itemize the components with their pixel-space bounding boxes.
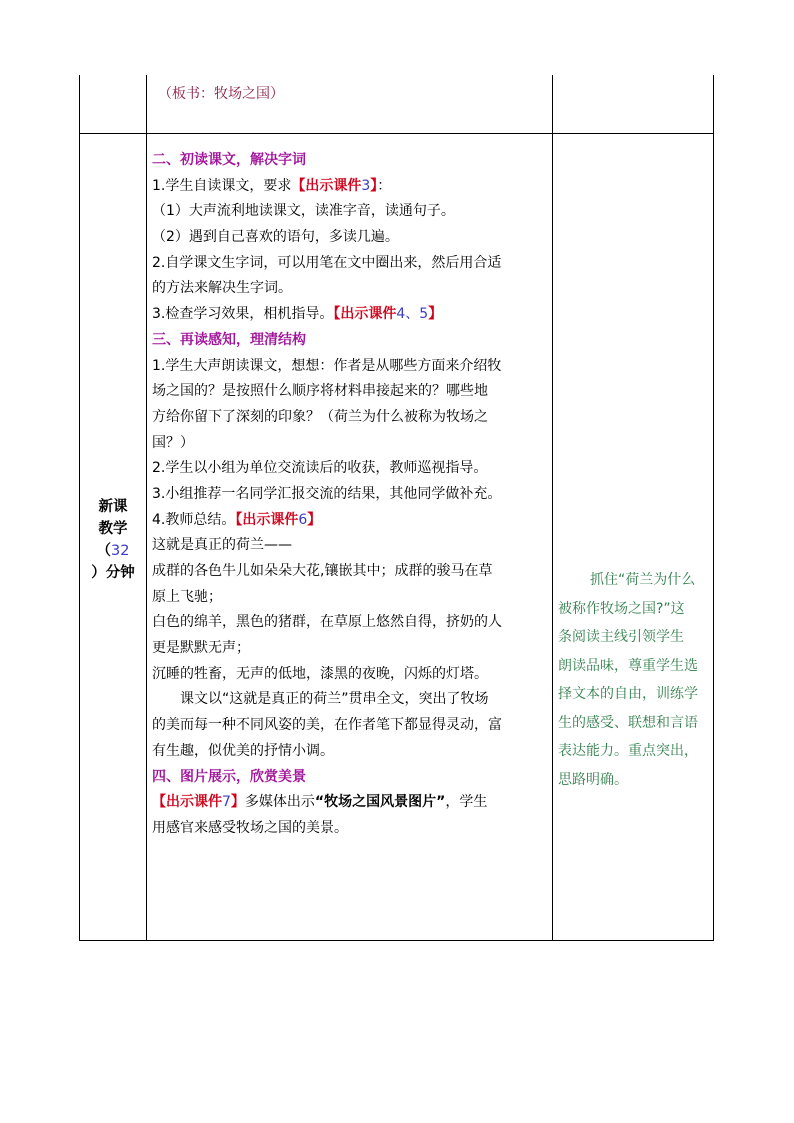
courseware-tag-end: 】 <box>428 306 443 323</box>
note-line: 择文本的自由，训练学 <box>558 686 698 702</box>
note-line: 表达能力。重点突出， <box>558 743 698 759</box>
section-2-title: 二、初读课文，解决字词 <box>152 152 306 168</box>
note-line: 抓住“荷兰为什么 <box>590 572 696 588</box>
content-line: 场之国的？是按照什么顺序将材料串接起来的？哪些地 <box>152 383 488 400</box>
content-line: 更是默默无声； <box>152 640 250 657</box>
courseware-tag: 【出示课件 <box>235 511 299 528</box>
content-line: 成群的各色牛儿如朵朵大花,镶嵌其中；成群的骏马在草 <box>152 563 493 579</box>
courseware-tag: 【出示课件 <box>291 177 362 194</box>
table-row-divider <box>79 133 714 134</box>
content-line: （1）大声流利地读课文，读准字音，读通句子。 <box>152 203 455 220</box>
content-line: 用感官来感受牧场之国的美景。 <box>152 819 348 836</box>
content-line: 原上飞驰； <box>152 588 222 605</box>
note-line: 生的感受、联想和言语 <box>558 714 698 731</box>
content-line: 有生趣，似优美的抒情小调。 <box>152 742 334 759</box>
content-line: 的方法来解决生字词。 <box>152 280 292 297</box>
content-line: 这就是真正的荷兰—— <box>152 537 292 554</box>
stage-label-line1: 新课 <box>98 499 128 515</box>
text-run: 3.检查学习效果，相机指导。 <box>152 306 334 323</box>
content-line: 1.学生大声朗读课文，想想：作者是从哪些方面来介绍牧 <box>152 357 502 374</box>
content-line: 方给你留下了深刻的印象？（荷兰为什么被称为牧场之 <box>152 408 488 425</box>
stage-label-minutes: 32 <box>111 543 130 559</box>
content-line: 沉睡的牲畜，无声的低地，漆黑的夜晚，闪烁的灯塔。 <box>152 665 488 682</box>
text-run: 多媒体出示 <box>244 794 315 811</box>
table-border-right <box>713 75 714 941</box>
section-3-title: 三、再读感知，理清结构 <box>152 331 306 348</box>
content-line: 2.学生以小组为单位交流读后的收获，教师巡视指导。 <box>152 460 488 477</box>
text-run: ，学生 <box>445 794 488 811</box>
stage-label-line2: 教学 <box>98 521 128 537</box>
table-border-col1 <box>146 75 147 941</box>
content-line <box>152 508 552 534</box>
teaching-content <box>152 148 552 842</box>
table-border-col2 <box>552 75 553 941</box>
note-line: 思路明确。 <box>558 771 628 788</box>
bold-text-run: “牧场之国风景图片” <box>314 794 446 811</box>
content-line: 白色的绵羊，黑色的猪群，在草原上悠然自得，挤奶的人 <box>152 614 502 631</box>
stage-label-line4: ）分钟 <box>91 565 135 581</box>
content-line: 课文以“这就是真正的荷兰”贯串全文，突出了牧场 <box>180 691 489 708</box>
design-note <box>558 566 714 794</box>
content-line <box>152 790 552 816</box>
courseware-tag-end: 】 <box>370 177 378 194</box>
text-run: ： <box>377 177 392 194</box>
stage-label <box>80 496 146 584</box>
table-border-bottom <box>79 940 714 941</box>
courseware-tag-end: 】 <box>307 511 322 528</box>
courseware-tag-end: 】 <box>230 794 245 811</box>
content-line: （2）遇到自己喜欢的语句，多读几遍。 <box>152 229 399 246</box>
courseware-tag: 【出示课件 <box>333 306 397 323</box>
courseware-number: 7 <box>222 794 231 811</box>
board-writing-text: （板书：牧场之国） <box>158 86 284 102</box>
courseware-number: 3 <box>361 177 371 194</box>
stage-label-line3 <box>80 540 146 562</box>
stage-label-paren: （ <box>96 543 112 559</box>
content-line: 国？） <box>152 434 194 451</box>
content-line: 2.自学课文生字词，可以用笔在文中圈出来，然后用合适 <box>152 254 502 271</box>
content-line <box>152 174 552 200</box>
courseware-tag: 【出示课件 <box>152 794 222 811</box>
note-line: 朗读品味，尊重学生选 <box>558 657 698 674</box>
content-line: 3.小组推荐一名同学汇报交流的结果，其他同学做补充。 <box>152 485 502 502</box>
note-line: 条阅读主线引领学生 <box>558 629 684 645</box>
content-line <box>152 302 552 328</box>
courseware-number: 6 <box>298 511 308 528</box>
courseware-number: 4、5 <box>396 306 429 323</box>
note-line: 被称作牧场之国?”这 <box>558 600 685 617</box>
text-run: 1.学生自读课文，要求 <box>152 177 292 194</box>
section-4-title: 四、图片展示，欣赏美景 <box>152 768 306 785</box>
text-run: 4.教师总结。 <box>152 511 236 528</box>
content-line: 的美而每一种不同风姿的美，在作者笔下都显得灵动，富 <box>152 717 502 734</box>
